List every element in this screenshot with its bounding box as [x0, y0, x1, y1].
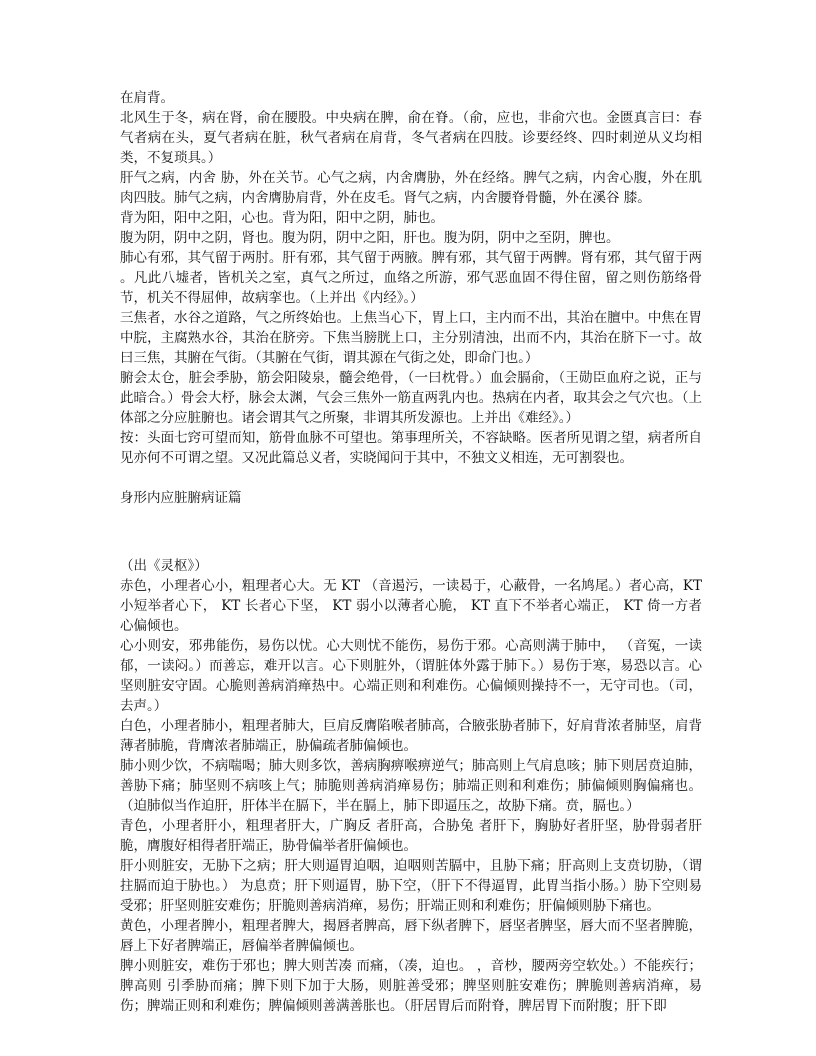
text-paragraph: 北风生于冬，病在肾，俞在腰股。中央病在脾，俞在脊。（俞，应也，非俞穴也。金匮真言曰：春气者病在头，夏气者病在脏，秋气者病在肩背，冬气者病在四肢。诊要经终、四时刺逆从义均相类，不复琐具。） [120, 110, 702, 166]
text-paragraph: 在肩背。 [120, 90, 174, 106]
text-paragraph: 腹为阴，阴中之阴，肾也。腹为阴，阴中之阳，肝也。腹为阴，阴中之至阴，脾也。 [120, 230, 620, 246]
text-paragraph: （出《灵枢》） [120, 558, 208, 574]
text-paragraph: 赤色，小理者心小，粗理者心大。无 KT （音遏污，一读曷于，心蔽骨，一名鸠尾。）者心高，KT 小短举者心下， KT 长者心下坚， KT 弱小以薄者心脆， KT 直下不举者心端正， KT 倚一方者心偏倾也。 [120, 578, 702, 634]
text-paragraph: 肝小则脏安，无胁下之病；肝大则逼胃迫咽，迫咽则苦膈中，且胁下痛；肝高则上支贲切胁，（谓拄膈而迫于胁也。） 为息贲；肝下则逼胃，胁下空，（肝下不得逼胃，此胃当指小肠。）胁下空则易受邪；肝坚则脏安难伤；肝脆则善病消瘅，易伤；肝端正则和利难伤；肝偏倾则胁下痛也。 [120, 858, 702, 914]
text-paragraph: 肺小则少饮，不病喘喝；肺大则多饮，善病胸痹喉痹逆气；肺高则上气肩息咳；肺下则居贲迫肺，善胁下痛；肺坚则不病咳上气；肺脆则善病消瘅易伤；肺端正则和利难伤；肺偏倾则胸偏痛也。（迫肺似当作迫肝，肝体半在膈下，半在膈上，肺下即逼压之，故胁下痛。贲，膈也。） [120, 758, 702, 814]
text-paragraph: 背为阳，阳中之阳，心也。背为阳，阳中之阴，肺也。 [120, 210, 444, 226]
text-paragraph: 肝气之病，内舍 胁，外在关节。心气之病，内舍膺胁，外在经络。脾气之病，内舍心腹，外在肌肉四肢。肺气之病，内舍膺胁肩背，外在皮毛。肾气之病，内舍腰脊骨髓，外在溪谷 膝。 [120, 170, 702, 206]
text-paragraph: 心小则安，邪弗能伤，易伤以忧。心大则忧不能伤，易伤于邪。心高则满于肺中， （音冤，一读郁，一读闷。）而善忘，难开以言。心下则脏外，（谓脏体外露于肺下。）易伤于寒，易恐以言。心坚则脏安守固。心脆则善病消瘅热中。心端正则和利难伤。心偏倾则操持不一，无守司也。（司，去声。） [120, 638, 702, 714]
text-paragraph: 脾小则脏安，难伤于邪也；脾大则苦凑 而痛，（凑，迫也。 ，音杪，腰两旁空软处。）不能疾行；脾高则 引季胁而痛；脾下则下加于大肠，则脏善受邪；脾坚则脏安难伤；脾脆则善病消瘅，易伤；脾端正则和利难伤；脾偏倾则善满善胀也。（肝居胃后而附脊，脾居胃下而附腹；肝下即 [120, 958, 702, 1014]
text-paragraph: 肺心有邪，其气留于两肘。肝有邪，其气留于两腋。脾有邪，其气留于两髀。肾有邪，其气留于两 。凡此八墟者，皆机关之室，真气之所过，血络之所游，邪气恶血固不得住留，留之则伤筋络骨节，机关不得屈伸，故病挛也。（上并出《内经》。） [120, 250, 702, 306]
section-spacer [120, 508, 702, 556]
text-paragraph: 腑会太仓，脏会季胁，筋会阳陵泉，髓会绝骨，（一曰枕骨。）血会膈俞，（王勋臣血府之说，正与此暗合。）骨会大杼，脉会太渊，气会三焦外一筋直两乳内也。热病在内者，取其会之气穴也。（上体部之分应脏腑也。诸会谓其气之所聚，非谓其所发源也。上并出《难经》。） [120, 370, 702, 426]
document-page [120, 88, 702, 1016]
text-paragraph: 三焦者，水谷之道路，气之所终始也。上焦当心下，胃上口，主内而不出，其治在膻中。中焦在胃中脘，主腐熟水谷，其治在脐旁。下焦当膀胱上口，主分别清浊，出而不内，其治在脐下一寸。故曰三焦，其腑在气街。（其腑在气街，谓其源在气街之处，即命门也。） [120, 310, 702, 366]
text-paragraph: 青色，小理者肝小，粗理者肝大，广胸反 者肝高，合胁兔 者肝下，胸胁好者肝坚，胁骨弱者肝脆，膺腹好相得者肝端正，胁骨偏举者肝偏倾也。 [120, 818, 702, 854]
section-title: 身形内应脏腑病证篇 [120, 490, 242, 506]
text-paragraph: 黄色，小理者脾小，粗理者脾大，揭唇者脾高，唇下纵者脾下，唇坚者脾坚，唇大而不坚者脾脆，唇上下好者脾端正，唇偏举者脾偏倾也。 [120, 918, 702, 954]
text-paragraph: 白色，小理者肺小，粗理者肺大，巨肩反膺陷喉者肺高，合腋张胁者肺下，好肩背浓者肺坚，肩背薄者肺脆，背膺浓者肺端正，胁偏疏者肺偏倾也。 [120, 718, 702, 754]
text-paragraph: 按：头面七窍可望而知，筋骨血脉不可望也。第事理所关，不容缺略。医者所见谓之望，病者所自见亦何不可谓之望。又况此篇总义者，实晓闻问于其中，不独文义相连，无可割裂也。 [120, 430, 702, 466]
